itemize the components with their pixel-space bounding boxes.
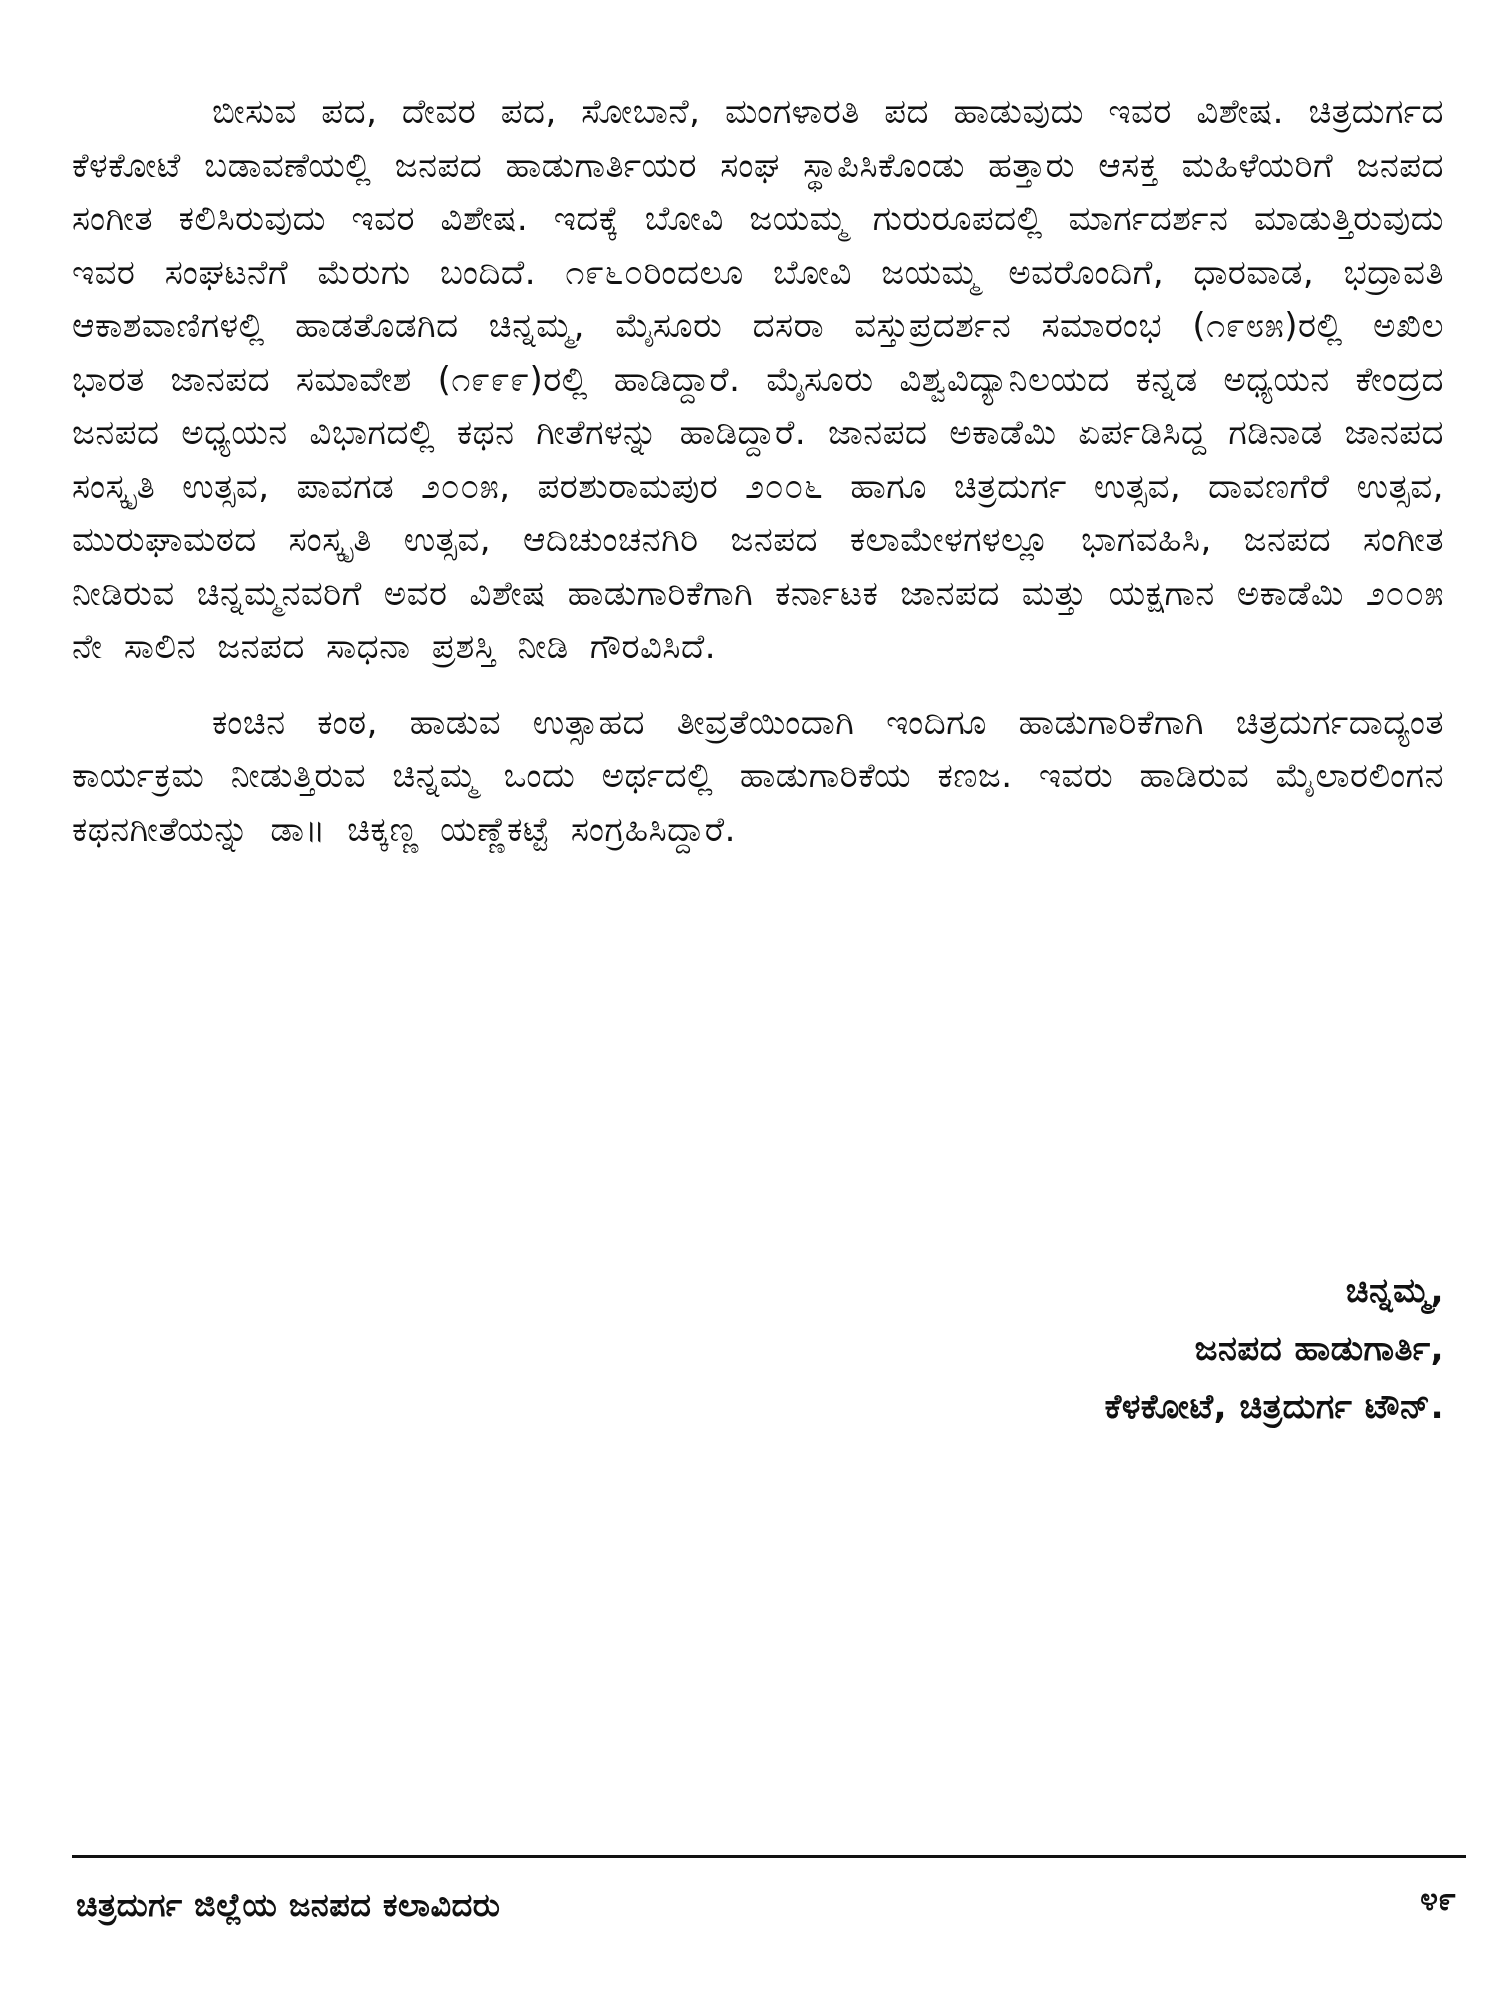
footer-divider bbox=[72, 1855, 1466, 1858]
paragraph-2: ಕಂಚಿನ ಕಂಠ, ಹಾಡುವ ಉತ್ಸಾಹದ ತೀವ್ರತೆಯಿಂದಾಗಿ ಇಂದಿಗೂ ಹಾಡುಗಾರಿಕೆಗಾಗಿ ಚಿತ್ರದುರ್ಗದಾದ್ಯಂತ ಕಾರ್ಯಕ್ರಮ ನೀಡುತ್ತಿರುವ ಚಿನ್ನಮ್ಮ ಒಂದು ಅರ್ಥದಲ್ಲಿ ಹಾಡುಗಾರಿಕೆಯ ಕಣಜ. ಇವರು ಹಾಡಿರುವ ಮೈಲಾರಲಿಂಗನ ಕಥನಗೀತೆಯನ್ನು ಡಾ॥ ಚಿಕ್ಕಣ್ಣ ಯಣ್ಣೆಕಟ್ಟೆ ಸಂಗ್ರಹಿಸಿದ್ದಾರೆ. bbox=[72, 702, 1444, 850]
signature-block bbox=[1105, 1262, 1444, 1436]
signature-name: ಚಿನ್ನಮ್ಮ, bbox=[1345, 1271, 1444, 1311]
signature-role: ಜನಪದ ಹಾಡುಗಾರ್ತಿ, bbox=[1194, 1329, 1444, 1369]
signature-address: ಕೆಳಕೋಟೆ, ಚಿತ್ರದುರ್ಗ ಟೌನ್. bbox=[1104, 1387, 1444, 1427]
footer-book-title: ಚಿತ್ರದುರ್ಗ ಜಿಲ್ಲೆಯ ಜನಪದ ಕಲಾವಿದರು bbox=[76, 1886, 501, 1924]
body-text bbox=[72, 86, 1444, 857]
page-number: ೪೯ bbox=[1420, 1880, 1456, 1918]
paragraph-1: ಬೀಸುವ ಪದ, ದೇವರ ಪದ, ಸೋಬಾನೆ, ಮಂಗಳಾರತಿ ಪದ ಹಾಡುವುದು ಇವರ ವಿಶೇಷ. ಚಿತ್ರದುರ್ಗದ ಕೆಳಕೋಟೆ ಬಡಾವಣೆಯಲ್ಲಿ ಜನಪದ ಹಾಡುಗಾರ್ತಿಯರ ಸಂಘ ಸ್ಥಾಪಿಸಿಕೊಂಡು ಹತ್ತಾರು ಆಸಕ್ತ ಮಹಿಳೆಯರಿಗೆ ಜನಪದ ಸಂಗೀತ ಕಲಿಸಿರುವುದು ಇವರ ವಿಶೇಷ. ಇದಕ್ಕೆ ಬೋವಿ ಜಯಮ್ಮ ಗುರುರೂಪದಲ್ಲಿ ಮಾರ್ಗದರ್ಶನ ಮಾಡುತ್ತಿರುವುದು ಇವರ ಸಂಘಟನೆಗೆ ಮೆರುಗು ಬಂದಿದೆ. ೧೯೬೦ರಿಂದಲೂ ಬೋವಿ ಜಯಮ್ಮ ಅವರೊಂದಿಗೆ, ಧಾರವಾಡ, ಭದ್ರಾವತಿ ಆಕಾಶವಾಣಿಗಳಲ್ಲಿ ಹಾಡತೊಡಗಿದ ಚಿನ್ನಮ್ಮ, ಮೈಸೂರು ದಸರಾ ವಸ್ತುಪ್ರದರ್ಶನ ಸಮಾರಂಭ (೧೯೮೫)ರಲ್ಲಿ ಅಖಿಲ ಭಾರತ ಜಾನಪದ ಸಮಾವೇಶ (೧೯೯೯)ರಲ್ಲಿ ಹಾಡಿದ್ದಾರೆ. ಮೈಸೂರು ವಿಶ್ವವಿದ್ಯಾನಿಲಯದ ಕನ್ನಡ ಅಧ್ಯಯನ ಕೇಂದ್ರದ ಜನಪದ ಅಧ್ಯಯನ ವಿಭಾಗದಲ್ಲಿ ಕಥನ ಗೀತೆಗಳನ್ನು ಹಾಡಿದ್ದಾರೆ. ಜಾನಪದ ಅಕಾಡೆಮಿ ಏರ್ಪಡಿಸಿದ್ದ ಗಡಿನಾಡ ಜಾನಪದ ಸಂಸ್ಕೃತಿ ಉತ್ಸವ, ಪಾವಗಡ ೨೦೦೫, ಪರಶುರಾಮಪುರ ೨೦೦೬ ಹಾಗೂ ಚಿತ್ರದುರ್ಗ ಉತ್ಸವ, ದಾವಣಗೆರೆ ಉತ್ಸವ, ಮುರುಘಾಮಠದ ಸಂಸ್ಕೃತಿ ಉತ್ಸವ, ಆದಿಚುಂಚನಗಿರಿ ಜನಪದ ಕಲಾಮೇಳಗಳಲ್ಲೂ ಭಾಗವಹಿಸಿ, ಜನಪದ ಸಂಗೀತ ನೀಡಿರುವ ಚಿನ್ನಮ್ಮನವರಿಗೆ ಅವರ ವಿಶೇಷ ಹಾಡುಗಾರಿಕೆಗಾಗಿ ಕರ್ನಾಟಕ ಜಾನಪದ ಮತ್ತು ಯಕ್ಷಗಾನ ಅಕಾಡೆಮಿ ೨೦೦೫ ನೇ ಸಾಲಿನ ಜನಪದ ಸಾಧನಾ ಪ್ರಶಸ್ತಿ ನೀಡಿ ಗೌರವಿಸಿದೆ. bbox=[72, 92, 1444, 667]
